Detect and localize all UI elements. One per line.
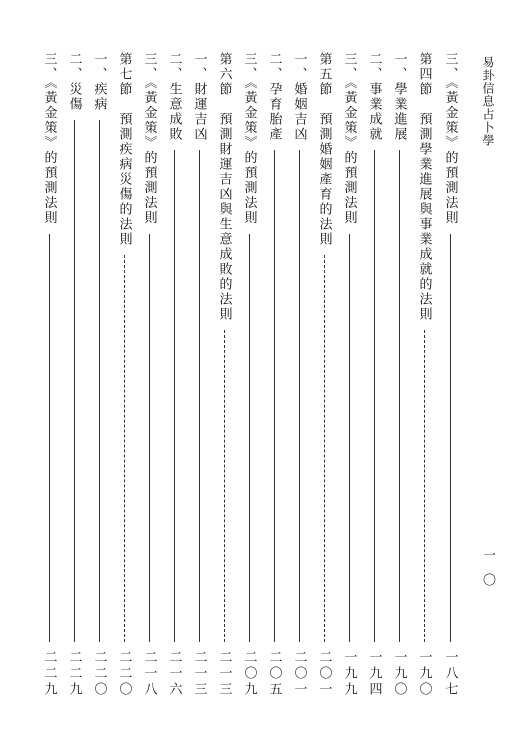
toc-entry-title: 一、財運吉凶: [191, 52, 207, 142]
toc-entry[interactable]: [64, 52, 84, 698]
toc-entry-page: 一九九: [341, 650, 357, 698]
toc-section-page: 二〇一: [316, 650, 332, 698]
toc-entry-page: 一九四: [366, 650, 382, 698]
toc-section-page: 二二〇: [116, 650, 132, 698]
leader-line: [374, 150, 375, 642]
toc-entry-title: 三、《黃金策》的預測法則: [241, 52, 257, 226]
leader-line: [224, 330, 225, 642]
leader-line: [74, 120, 75, 642]
leader-line: [149, 234, 150, 643]
running-header: 易卦信息占卜學: [481, 56, 495, 147]
toc-entry-page: 二一八: [141, 650, 157, 698]
toc-section[interactable]: [114, 52, 134, 698]
leader-line: [49, 234, 50, 643]
leader-line: [124, 255, 125, 642]
toc-entry[interactable]: [339, 52, 359, 698]
toc-entry-title: 三、《黃金策》的預測法則: [41, 52, 57, 226]
toc-section-title: 第四節 預測學業進展與事業成就的法則: [416, 52, 432, 322]
toc-entry-title: 三、《黃金策》的預測法則: [341, 52, 357, 226]
leader-line: [249, 234, 250, 643]
toc-entry-title: 三、《黃金策》的預測法則: [141, 52, 157, 226]
leader-line: [399, 150, 400, 642]
toc-entry-page: 二二九: [41, 650, 57, 698]
toc-entry-title: 三、《黃金策》的預測法則: [442, 52, 458, 226]
toc-entry-title: 一、學業進展: [391, 52, 407, 142]
toc-entry-page: 二〇一: [291, 650, 307, 698]
toc-entry-page: 一八七: [442, 650, 458, 698]
toc-entry-page: 二一三: [191, 650, 207, 698]
leader-line: [424, 330, 425, 642]
toc-entry-page: 二一六: [166, 650, 182, 698]
leader-line: [349, 234, 350, 643]
leader-line: [324, 255, 325, 642]
toc-section-page: 二一三: [216, 650, 232, 698]
toc-entry[interactable]: [189, 52, 209, 698]
leader-line: [174, 150, 175, 642]
page-number: 一〇: [480, 548, 495, 598]
leader-line: [299, 150, 300, 642]
toc-section-title: 第六節 預測財運吉凶與生意成敗的法則: [216, 52, 232, 322]
toc-entry[interactable]: [289, 52, 309, 698]
toc-entry-page: 二〇五: [266, 650, 282, 698]
toc-entry-page: 二二九: [66, 650, 82, 698]
toc-section-title: 第七節 預測疾病災傷的法則: [116, 52, 132, 247]
toc-entry-title: 二、事業成就: [366, 52, 382, 142]
toc-section[interactable]: [314, 52, 334, 698]
toc-entry[interactable]: [139, 52, 159, 698]
toc-section[interactable]: [414, 52, 434, 698]
leader-line: [199, 150, 200, 642]
toc-entry-title: 一、疾病: [91, 52, 107, 112]
toc-entry-title: 二、災傷: [66, 52, 82, 112]
toc-entry-title: 二、孕育胎產: [266, 52, 282, 142]
leader-line: [274, 150, 275, 642]
toc-entry-page: 二二〇: [91, 650, 107, 698]
toc-section-title: 第五節 預測婚姻產育的法則: [316, 52, 332, 247]
toc-entry-title: 二、生意成敗: [166, 52, 182, 142]
toc-entry[interactable]: [164, 52, 184, 698]
toc-entry[interactable]: [239, 52, 259, 698]
toc-entry[interactable]: [39, 52, 59, 698]
toc-entry-title: 一、婚姻吉凶: [291, 52, 307, 142]
toc-entry-page: 二〇九: [241, 650, 257, 698]
toc-entry[interactable]: [264, 52, 284, 698]
leader-line: [99, 120, 100, 642]
toc-entry-page: 一九〇: [391, 650, 407, 698]
toc-entry[interactable]: [364, 52, 384, 698]
leader-line: [450, 234, 451, 643]
toc-section-page: 一九〇: [416, 650, 432, 698]
toc-entry[interactable]: [89, 52, 109, 698]
toc-section[interactable]: [214, 52, 234, 698]
toc-entry[interactable]: [389, 52, 409, 698]
toc-entry[interactable]: [440, 52, 460, 698]
